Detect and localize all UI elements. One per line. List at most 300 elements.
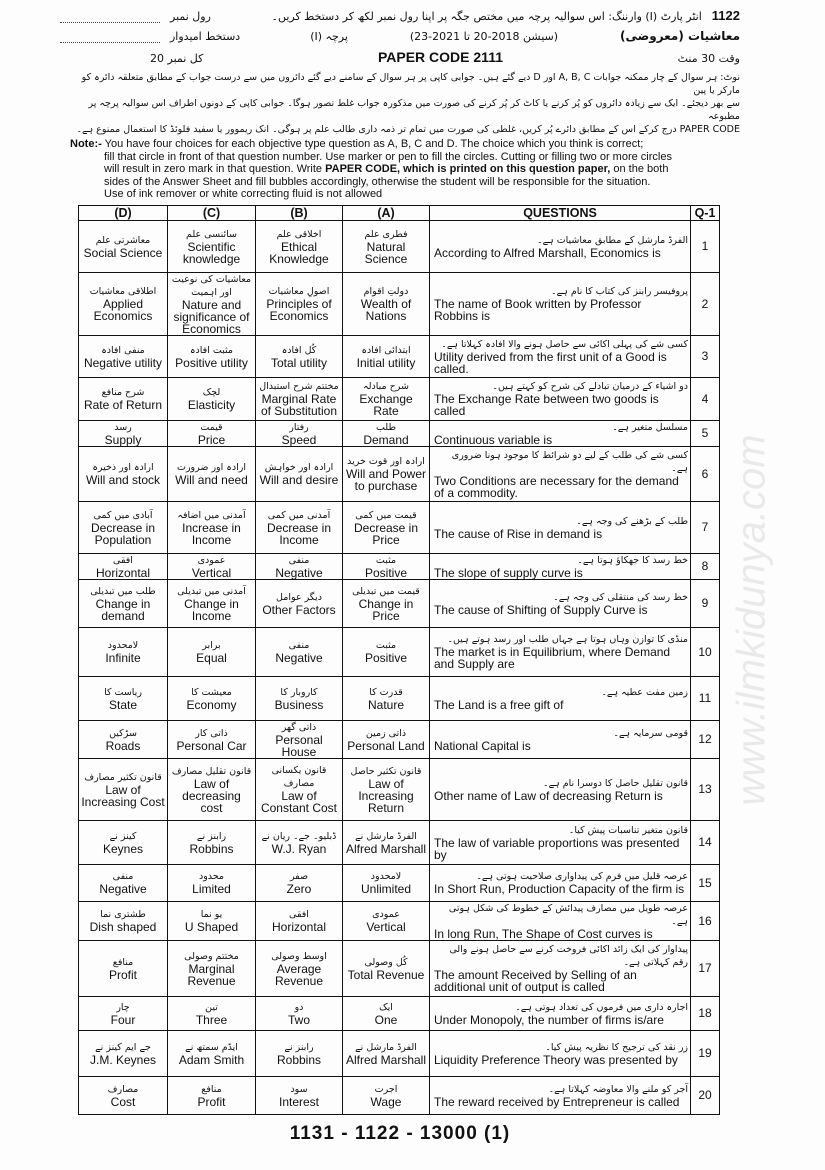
option-urdu: قانون تقلیل مصارف [171, 765, 252, 777]
option-b [256, 1030, 343, 1076]
option-c [168, 627, 256, 676]
option-urdu: ارادہ اور ذخیرہ [92, 462, 154, 473]
option-urdu: شرح مبادلہ [363, 381, 409, 392]
option-english: Decrease in Price [353, 520, 419, 547]
option-urdu: ایڈم سمتھ نے [185, 1041, 238, 1053]
option-english: Applied Economics [93, 297, 153, 323]
option-english: Price [197, 432, 226, 447]
option-c [168, 377, 256, 420]
table-row [79, 758, 720, 820]
option-a [343, 996, 430, 1030]
option-english: Vertical [366, 920, 406, 934]
question-urdu: عرصہ قلیل میں فرم کی پیداواری صلاحیت ہوتی ہے۔ [476, 871, 688, 882]
urdu-note-line: نوٹ: ہر سوال کے چار ممکنہ جوابات A, B, C اور D دیے گئے ہیں۔ جوابی کاپی پر ہر سوال کے سامنے دیے گئے دائروں میں سے درست جواب کے مطابق متعلقہ دائرہ کو مارکر یا پین [81, 72, 740, 96]
option-urdu: محدود [198, 871, 225, 882]
option-b [256, 446, 343, 501]
option-urdu: منافع [201, 1083, 222, 1095]
table-row [79, 553, 720, 579]
question-number: 10 [691, 627, 720, 676]
table-row [79, 335, 720, 377]
question-text [430, 627, 691, 676]
question-english: The law of variable proportions was presented by [434, 835, 680, 862]
option-c [168, 272, 256, 335]
question-urdu: قانون متغیر تناسبات پیش کیا۔ [568, 824, 688, 836]
option-d [79, 335, 168, 377]
option-d [79, 377, 168, 420]
option-d [79, 901, 168, 940]
option-urdu: ڈبلیو۔ جے۔ ریان نے [261, 830, 337, 842]
option-english: Alfred Marshall [345, 841, 427, 856]
question-urdu: کسی شے کی طلب کے لیے دو شرائط کا موجود ہونا ضروری ہے۔ [451, 449, 688, 474]
option-english: Social Science [83, 245, 163, 260]
option-english: Total Revenue [347, 967, 425, 982]
table-row [79, 501, 720, 553]
option-english: Elasticity [187, 398, 236, 412]
roll-no-label: رول نمبر [170, 10, 211, 23]
question-text [430, 272, 691, 335]
option-english: Cost [110, 1094, 136, 1109]
question-number: 3 [691, 335, 720, 377]
question-number: 16 [691, 901, 720, 940]
option-a [343, 1030, 430, 1076]
option-english: Law of decreasing cost [182, 776, 241, 815]
option-d [79, 1076, 168, 1114]
option-urdu: عمودی [197, 554, 226, 566]
option-urdu: منفی [288, 640, 310, 651]
option-english: Negative [275, 651, 323, 665]
option-d [79, 220, 168, 272]
option-english: Negative [99, 882, 147, 896]
question-number: 12 [691, 720, 720, 758]
header-option-d: (D) [79, 205, 168, 220]
question-text [430, 820, 691, 864]
option-urdu: لامحدود [107, 640, 139, 651]
question-text [430, 996, 691, 1030]
option-a [343, 446, 430, 501]
option-urdu: قیمت [200, 421, 223, 433]
note-text: will result in zero mark in that question. Write [104, 163, 326, 175]
option-d [79, 676, 168, 720]
option-urdu: قدرت کا [369, 686, 403, 698]
option-urdu: ذاتی کار [195, 727, 228, 739]
question-urdu: پیداوار کی ایک زائد اکائی فروخت کرنے سے حاصل ہونے والی رقم کہلاتی ہے۔ [449, 944, 688, 968]
table-row [79, 420, 720, 446]
table-row [79, 627, 720, 676]
question-urdu: خط رسد کا جھکاؤ ہوتا ہے۔ [577, 554, 688, 566]
option-english: Vertical [191, 565, 232, 580]
option-english: Scientific knowledge [182, 239, 241, 266]
option-english: Zero [286, 882, 312, 896]
option-urdu: ذاتی گھر [281, 721, 317, 733]
question-number: 15 [691, 864, 720, 901]
option-english: Initial utility [356, 355, 416, 370]
option-c [168, 420, 256, 446]
question-text [430, 335, 691, 377]
option-c [168, 676, 256, 720]
option-c [168, 220, 256, 272]
option-urdu: منفی [288, 554, 310, 566]
option-english: Marginal Revenue [187, 961, 236, 988]
option-b [256, 553, 343, 579]
session-text: (سیشن 2018-20 تا 2021-23) [409, 30, 559, 43]
option-english: W.J. Ryan [271, 841, 327, 856]
question-urdu: طلب کے بڑھنے کی وجہ ہے۔ [576, 515, 688, 527]
question-text [430, 377, 691, 420]
table-row [79, 820, 720, 864]
option-english: Law of Increasing Cost [81, 782, 165, 809]
question-english: The cause of Rise in demand is [434, 526, 603, 541]
option-english: Four [110, 1012, 136, 1027]
option-urdu: رابنز نے [196, 830, 227, 842]
option-c [168, 1076, 256, 1114]
option-urdu: آمدنی میں اضافہ [177, 509, 246, 521]
option-urdu: قیمت میں تبدیلی [352, 585, 420, 597]
question-english: Utility derived from the first unit of a Good is called. [434, 349, 667, 376]
option-urdu: ارادہ اور ضرورت [177, 462, 246, 473]
option-b [256, 272, 343, 335]
roll-no-field[interactable] [60, 12, 160, 23]
table-row [79, 220, 720, 272]
question-english: The Land is a free gift of [434, 697, 564, 712]
option-urdu: تین [205, 1001, 218, 1013]
question-number: 14 [691, 820, 720, 864]
option-english: Marginal Rate of Substitution [260, 392, 338, 418]
option-urdu: آمدنی میں تبدیلی [177, 585, 246, 597]
option-b [256, 220, 343, 272]
option-english: Will and stock [85, 473, 161, 487]
option-english: Wealth of Nations [360, 297, 412, 323]
note-line: You have four choices for each objective type question as A, B, C and D. The choice which you think is correct; [104, 138, 644, 150]
option-urdu: طلب [375, 421, 397, 433]
option-english: Negative [275, 565, 323, 580]
option-urdu: منافع [112, 956, 134, 968]
question-urdu: کسی شے کی پہلی اکائی سے حاصل ہونے والا افادہ کہلاتا ہے۔ [441, 338, 688, 350]
option-english: Positive utility [175, 355, 248, 370]
question-urdu: زمین مفت عطیہ ہے۔ [601, 686, 688, 698]
option-urdu: مختتم شرح استبدال [259, 381, 339, 392]
question-number: 8 [691, 553, 720, 579]
option-english: Total utility [270, 355, 328, 370]
option-english: Roads [105, 738, 141, 753]
option-urdu: برابر [202, 640, 221, 651]
question-text [430, 758, 691, 820]
option-english: Principles of Economics [266, 297, 332, 323]
question-english: The reward received by Entrepreneur is called [434, 1094, 680, 1109]
option-urdu: ایک [379, 1001, 393, 1013]
header-row-1 [60, 8, 740, 23]
question-number: 19 [691, 1030, 720, 1076]
option-english: J.M. Keynes [89, 1052, 157, 1067]
urdu-note-line: سے بھر دیجئے۔ ایک سے زیادہ دائروں کو پُر کرنے یا کاٹ کر پُر کرنے کی صورت میں مذکورہ جواب غلط تصور ہوگا۔ جوابی کاپی کے دونوں اطراف اس سوالیہ پرچہ پر مطبوعہ [88, 98, 740, 122]
header-qnum: Q-1 [691, 205, 720, 220]
option-urdu: شرح منافع [101, 387, 145, 398]
option-d [79, 446, 168, 501]
total-marks: کل نمبر 20 [150, 52, 204, 65]
paper-code: PAPER CODE 2111 [377, 49, 503, 65]
option-b [256, 420, 343, 446]
note-line [70, 163, 740, 176]
option-urdu: افقی [113, 554, 133, 566]
option-a [343, 420, 430, 446]
option-urdu: ارادہ اور قوت خرید [347, 456, 425, 467]
table-row [79, 940, 720, 996]
option-d [79, 420, 168, 446]
option-english: Interest [278, 1094, 320, 1109]
option-urdu: اصولِ معاشیات [268, 286, 330, 297]
question-urdu: اجارہ داری میں فرموں کی تعداد ہوتی ہے۔ [515, 1001, 688, 1013]
option-c [168, 940, 256, 996]
option-urdu: قیمت میں کمی [355, 509, 417, 521]
question-number: 7 [691, 501, 720, 553]
option-d [79, 1030, 168, 1076]
option-english: Positive [364, 651, 408, 665]
option-a [343, 501, 430, 553]
signature-field[interactable] [60, 32, 160, 43]
paper-part: پرچہ (I) [310, 30, 348, 43]
option-english: Rate of Return [83, 398, 163, 412]
table-row [79, 864, 720, 901]
question-text [430, 901, 691, 940]
option-urdu: الفرڈ مارشل نے [355, 830, 417, 842]
question-urdu: عرصہ طویل میں مصارف پیدائش کے خطوط کی شکل ہوتی ہے۔ [448, 902, 688, 927]
option-urdu: کینز نے [109, 830, 137, 842]
option-english: Will and Power to purchase [345, 467, 427, 493]
question-number: 1 [691, 220, 720, 272]
option-urdu: طشتری نما [100, 909, 146, 920]
option-d [79, 501, 168, 553]
question-urdu: آجر کو ملنے والا معاوضہ کہلاتا ہے۔ [548, 1083, 688, 1095]
option-english: Increase in Income [182, 520, 241, 547]
note-line: Use of ink remover or white correcting fluid is not allowed [104, 188, 383, 200]
option-a [343, 553, 430, 579]
option-english: Change in demand [95, 596, 151, 623]
question-english: The amount Received by Selling of an additional unit of output is called [434, 968, 637, 994]
option-english: Wage [370, 1094, 402, 1109]
question-number: 17 [691, 940, 720, 996]
option-c [168, 996, 256, 1030]
option-d [79, 996, 168, 1030]
question-number: 2 [691, 272, 720, 335]
option-urdu: کاروبار کا [280, 686, 318, 698]
option-a [343, 864, 430, 901]
table-row [79, 1076, 720, 1114]
option-english: Average Revenue [274, 961, 324, 988]
option-english: Horizontal [271, 920, 327, 934]
option-d [79, 820, 168, 864]
option-urdu: یو نما [200, 909, 223, 920]
option-b [256, 758, 343, 820]
option-a [343, 758, 430, 820]
option-english: Ethical Knowledge [269, 239, 329, 266]
option-urdu: منفی افادہ [101, 344, 145, 356]
question-english: The slope of supply curve is [434, 565, 583, 580]
option-c [168, 501, 256, 553]
note-text: on the both [610, 163, 669, 175]
warning-text: انٹر پارٹ (I) وارننگ: اس سوالیہ پرچہ میں مختص جگہ پر اپنا رول نمبر لکھ کر دستخط کریں۔ [271, 10, 702, 23]
option-c [168, 553, 256, 579]
option-english: Change in Income [184, 596, 239, 623]
option-urdu: معاشرتی علم [95, 234, 151, 246]
option-urdu: الفرڈ مارشل نے [355, 1041, 417, 1053]
question-text [430, 501, 691, 553]
question-text [430, 553, 691, 579]
option-urdu: طلب میں تبدیلی [90, 585, 156, 597]
option-urdu: ارادہ اور خواہش [264, 462, 334, 473]
option-d [79, 579, 168, 627]
option-english: Horizontal [95, 565, 151, 580]
option-english: Nature [367, 697, 405, 712]
option-urdu: لچک [202, 387, 221, 398]
option-english: Dish shaped [89, 920, 157, 934]
question-number: 6 [691, 446, 720, 501]
footer-code: 1131 - 1122 - 13000 (1) [289, 1122, 511, 1144]
option-a [343, 220, 430, 272]
question-text [430, 579, 691, 627]
option-english: Exchange Rate [359, 392, 413, 418]
option-b [256, 377, 343, 420]
option-a [343, 579, 430, 627]
option-urdu: عمودی [372, 909, 400, 920]
option-b [256, 335, 343, 377]
option-b [256, 720, 343, 758]
question-english: National Capital is [434, 738, 531, 753]
option-urdu: دیگر عوامل [276, 591, 322, 603]
header-row-3 [60, 49, 740, 65]
option-c [168, 1030, 256, 1076]
table-header-row [79, 205, 720, 220]
option-urdu: سڑکیں [109, 727, 137, 739]
option-c [168, 579, 256, 627]
option-b [256, 579, 343, 627]
option-urdu: رابنز نے [284, 1041, 314, 1053]
option-urdu: چار [116, 1001, 130, 1013]
question-text [430, 940, 691, 996]
option-a [343, 940, 430, 996]
table-row [79, 579, 720, 627]
option-urdu: آبادی میں کمی [93, 509, 153, 521]
option-urdu: افقی [289, 909, 309, 920]
option-c [168, 820, 256, 864]
question-text [430, 1030, 691, 1076]
option-english: Demand [363, 432, 409, 447]
option-english: Other Factors [262, 602, 336, 617]
option-english: Personal Car [176, 738, 247, 753]
option-english: Natural Science [364, 239, 408, 266]
option-b [256, 820, 343, 864]
option-c [168, 901, 256, 940]
question-english: Liquidity Preference Theory was presented by [434, 1052, 678, 1067]
header-row-2 [60, 29, 740, 43]
option-a [343, 901, 430, 940]
question-english: Two Conditions are necessary for the demand of a commodity. [434, 473, 679, 500]
question-english: Under Monopoly, the number of firms is/are [434, 1012, 664, 1027]
option-english: Negative utility [83, 355, 163, 370]
option-urdu: فطری علم [364, 228, 408, 240]
option-c [168, 446, 256, 501]
option-d [79, 864, 168, 901]
option-c [168, 864, 256, 901]
option-english: Profit [197, 1094, 226, 1109]
option-english: Keynes [102, 841, 144, 856]
watermark: www.ilmkidunya.com [729, 434, 774, 806]
question-urdu: زر نقد کی ترجیح کا نظریہ پیش کیا۔ [545, 1041, 688, 1053]
option-a [343, 335, 430, 377]
option-english: Robbins [276, 1052, 322, 1067]
question-number: 4 [691, 377, 720, 420]
option-a [343, 1076, 430, 1114]
table-row [79, 446, 720, 501]
table-row [79, 1030, 720, 1076]
option-urdu: مصارف [107, 1083, 139, 1095]
header-option-c: (C) [168, 205, 256, 220]
question-english: The name of Book written by Professor Robbins is [434, 297, 642, 323]
question-english: The market is in Equilibrium, where Demand and Supply are [434, 645, 671, 671]
option-d [79, 553, 168, 579]
option-english: Unlimited [360, 882, 411, 896]
option-english: Will and need [175, 473, 248, 487]
option-urdu: کُل افادہ [281, 344, 317, 356]
header-option-a: (A) [343, 205, 430, 220]
option-b [256, 676, 343, 720]
question-english: According to Alfred Marshall, Economics is [434, 245, 661, 260]
question-urdu: قانون تقلیل حاصل کا دوسرا نام ہے۔ [543, 777, 688, 789]
note-line: fill that circle in front of that question number. Use marker or pen to fill the circles. Cutting or filling two or more circles [104, 150, 672, 163]
option-english: Positive [364, 565, 408, 580]
option-b [256, 940, 343, 996]
option-english: Limited [192, 882, 231, 896]
paper-content [60, 0, 740, 1155]
question-urdu: پروفیسر رابنز کی کتاب کا نام ہے۔ [551, 286, 688, 297]
option-urdu: دولتِ اقوام [363, 286, 409, 297]
option-english: State [108, 697, 138, 712]
option-urdu: سائنسی علم [186, 228, 237, 240]
option-urdu: مثبت افادہ [189, 344, 234, 356]
option-b [256, 627, 343, 676]
note-text-bold: PAPER CODE, which is printed on this question paper, [325, 163, 611, 175]
option-c [168, 758, 256, 820]
question-urdu: منڈی کا توازن وہاں ہوتا ہے جہاں طلب اور رسد ہوتے ہیں۔ [447, 634, 688, 645]
option-urdu: اطلاقی معاشیات [89, 286, 157, 297]
option-urdu: معیشت کا [191, 686, 232, 698]
option-urdu: سود [290, 1083, 308, 1095]
option-urdu: رسد [114, 421, 132, 433]
question-english: Continuous variable is [434, 432, 553, 447]
option-urdu: صفر [289, 871, 309, 882]
table-row [79, 272, 720, 335]
option-urdu: قانون تکثیر مصارف [84, 771, 162, 783]
option-english: Law of Constant Cost [260, 789, 338, 815]
option-english: Profit [108, 967, 137, 982]
header-option-b: (B) [256, 205, 343, 220]
question-number: 13 [691, 758, 720, 820]
option-urdu: ریاست کا [104, 686, 142, 698]
question-text [430, 1076, 691, 1114]
option-urdu: مختتم وصولی [184, 950, 239, 962]
question-text [430, 420, 691, 446]
question-urdu: الفرڈ مارشل کے مطابق معاشیات ہے۔ [537, 234, 688, 246]
option-urdu: کُل وصولی [364, 956, 408, 968]
table-row [79, 901, 720, 940]
english-note [70, 138, 740, 201]
question-english: The cause of Shifting of Supply Curve is [434, 602, 648, 617]
option-a [343, 720, 430, 758]
question-text [430, 446, 691, 501]
option-d [79, 940, 168, 996]
option-urdu: اوسط وصولی [271, 950, 327, 962]
option-english: Adam Smith [178, 1052, 245, 1067]
question-number: 18 [691, 996, 720, 1030]
question-text [430, 864, 691, 901]
